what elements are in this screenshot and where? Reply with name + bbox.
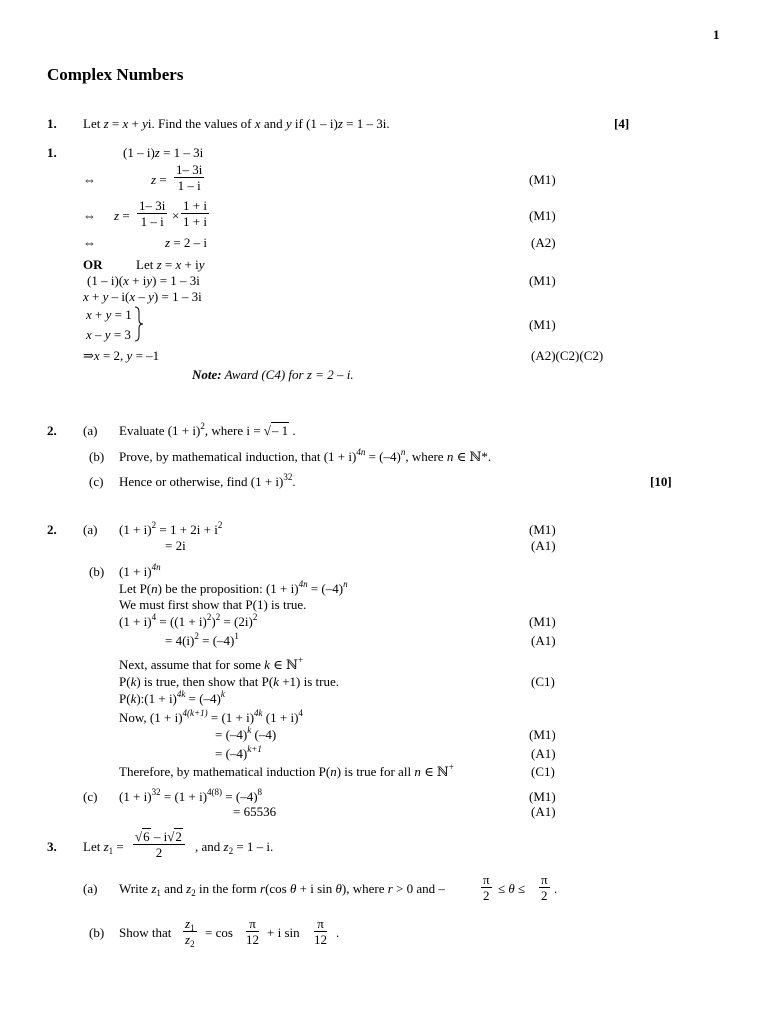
answer-2b-line-8: P(k):(1 + $i)^{4k} = (-4)^k$ bbox=[119, 689, 225, 706]
fraction-2a: $\frac{1- 3i}{1 - i}$ bbox=[139, 198, 166, 229]
mark-final: (A2)(C2)(C2) bbox=[531, 348, 604, 363]
mark-2b-a2: (A1) bbox=[531, 746, 556, 761]
answer-2b-line-5: = $4(i)^2 = (-4)^1$ bbox=[165, 631, 239, 648]
question-3b-text: Show that bbox=[119, 925, 172, 940]
answer-2c-line-2: = 65536 bbox=[233, 804, 277, 819]
answer-1-final: ⇒x = 2, y = –1 bbox=[83, 348, 160, 363]
question-1-text: Let z = x + yi. Find the values of x and y if (1 – i)z = 1 – 3i. bbox=[83, 116, 390, 131]
question-3a-label: (a) bbox=[83, 881, 98, 896]
answer-2b-line-10: = $(-4)^k$ (–4) bbox=[215, 725, 277, 742]
answer-2b-line-4: $(1 + i)^4 = ((1 + i)^2)^2 = (2i)^2$ bbox=[119, 612, 258, 629]
answer-2-number: 2. bbox=[47, 522, 57, 537]
mark-2b-a1: (A1) bbox=[531, 633, 556, 648]
question-3b-sin: + i sin bbox=[267, 925, 300, 940]
page-title: Complex Numbers bbox=[47, 65, 184, 84]
question-3-number: 3. bbox=[47, 839, 57, 854]
answer-2b-label: (b) bbox=[89, 564, 105, 579]
mark-a2: (A2) bbox=[531, 235, 556, 250]
answer-2a-line-2: = 2i bbox=[165, 538, 186, 553]
z1-fraction: $\frac{√6 - i√2}{2}$ bbox=[133, 829, 185, 860]
answer-2b-line-3: We must first show that P(1) is true. bbox=[119, 597, 307, 612]
question-1-marks: [4] bbox=[614, 116, 630, 131]
system-eq-2: x – y = 3 bbox=[86, 327, 131, 342]
z1-over-z2-fraction: $\frac{z_1}{z_2}$ bbox=[185, 916, 195, 949]
answer-1-line-1: (1 – i)z = 1 – 3i bbox=[123, 145, 204, 160]
fraction-1: $\frac{1- 3i}{1 - i}$ bbox=[176, 162, 203, 193]
question-1-number: 1. bbox=[47, 116, 57, 131]
answer-2c-label: (c) bbox=[83, 789, 98, 804]
answer-2b-line-11: = $(-4)^{k+1}$ bbox=[215, 744, 262, 761]
question-3b-cos: = cos bbox=[205, 925, 233, 940]
pi-over-2-fraction: $\frac{\pi}{2}$ bbox=[483, 872, 490, 903]
question-2-marks: [10] bbox=[650, 474, 672, 489]
times-sign: × bbox=[172, 208, 180, 223]
iff-arrow: ⇔ bbox=[83, 208, 96, 223]
answer-1-z-eq-2: z = bbox=[114, 208, 130, 223]
mark-2a-m1: (M1) bbox=[529, 522, 556, 537]
iff-arrow: ⇔ bbox=[83, 235, 96, 250]
answer-2b-line-1: $(1 + i)^{4n}$ bbox=[119, 562, 161, 579]
question-3a-text: Write $z_1$ and $z_2$ in the form r(cos θ + i sin θ), where r > 0 and – bbox=[119, 881, 445, 898]
right-brace-icon bbox=[134, 306, 144, 342]
fraction-2b: $\frac{1 + i}{1 + i}$ bbox=[183, 198, 207, 229]
question-2c-label: (c) bbox=[89, 474, 104, 489]
answer-1-line-b: (1 – i)(x + iy) = 1 – 3i bbox=[87, 273, 200, 288]
question-3-z2: , and $z_2 = 1 - i$. bbox=[195, 839, 274, 856]
mark-m1-d: (M1) bbox=[529, 317, 556, 332]
answer-2b-line-7: P(k) is true, then show that P(k +1) is true. bbox=[119, 674, 340, 689]
answer-2b-line-9: Now, $(1 + i)^{4(k+1)} = (1 + i)^{4k}$ $(1 + i)^4$ bbox=[119, 708, 303, 725]
mark-2c-m1: (M1) bbox=[529, 789, 556, 804]
or-let-line: Let z = x + iy bbox=[136, 257, 205, 272]
answer-2b-line-2: Let P(n) be the proposition: $(1 + i)^{4n} = (-4)^n$ bbox=[119, 579, 348, 596]
question-2c-text: Hence or otherwise, find $(1 + i)^{32}$. bbox=[119, 472, 296, 489]
question-3b-label: (b) bbox=[89, 925, 105, 940]
question-2-number: 2. bbox=[47, 423, 57, 438]
mark-2a-a1: (A1) bbox=[531, 538, 556, 553]
question-2b-label: (b) bbox=[89, 449, 105, 464]
question-2b-text: Prove, by mathematical induction, that $(1 + i)^{4n} = (-4)^n$, where n ∈ ℕ*. bbox=[119, 447, 492, 464]
system-eq-1: x + y = 1 bbox=[86, 307, 132, 322]
question-3a-end: . bbox=[554, 881, 558, 896]
pi-over-12-fraction: $\frac{\pi}{12}$ bbox=[246, 916, 259, 947]
answer-2b-line-12: Therefore, by mathematical induction P(n) is true for all n ∈ ℕ+ bbox=[119, 762, 454, 779]
answer-2b-line-6: Next, assume that for some k ∈ ℕ+ bbox=[119, 655, 304, 672]
pi-over-12-fraction: $\frac{\pi}{12}$ bbox=[314, 916, 327, 947]
mark-2b-m2: (M1) bbox=[529, 727, 556, 742]
iff-arrow: ⇔ bbox=[83, 172, 96, 187]
mark-2b-c2: (C1) bbox=[531, 764, 555, 779]
theta-inequality: ≤ θ ≤ bbox=[498, 881, 526, 896]
page-number: 1 bbox=[713, 27, 720, 42]
answer-1-result: z = 2 – i bbox=[165, 235, 208, 250]
answer-2a-label: (a) bbox=[83, 522, 98, 537]
answer-1-line-c: x + y – i(x – y) = 1 – 3i bbox=[83, 289, 202, 304]
mark-m1-b: (M1) bbox=[529, 208, 556, 223]
pi-over-2-fraction: $\frac{\pi}{2}$ bbox=[541, 872, 548, 903]
answer-1-z-eq-1: z = bbox=[151, 172, 167, 187]
mark-m1-c: (M1) bbox=[529, 273, 556, 288]
question-2a-text: Evaluate $(1 + i)^2$, where i = √– 1 . bbox=[119, 421, 296, 438]
or-label: OR bbox=[83, 257, 103, 272]
answer-1-number: 1. bbox=[47, 145, 57, 160]
mark-2b-c1: (C1) bbox=[531, 674, 555, 689]
mark-2c-a1: (A1) bbox=[531, 804, 556, 819]
note-line: Note: Award (C4) for z = 2 – i. bbox=[192, 367, 354, 382]
answer-2a-line-1: $(1 + i)^2 = 1 + 2i + i^2$ bbox=[119, 520, 223, 537]
question-3-let: Let $z_1$ = bbox=[83, 839, 124, 856]
question-3b-end: . bbox=[336, 925, 340, 940]
mark-2b-m1: (M1) bbox=[529, 614, 556, 629]
question-2a-label: (a) bbox=[83, 423, 98, 438]
mark-m1-a: (M1) bbox=[529, 172, 556, 187]
answer-2c-line-1: $(1 + i)^{32} = (1 + i)^{4(8)} = (-4)^8$ bbox=[119, 787, 263, 804]
